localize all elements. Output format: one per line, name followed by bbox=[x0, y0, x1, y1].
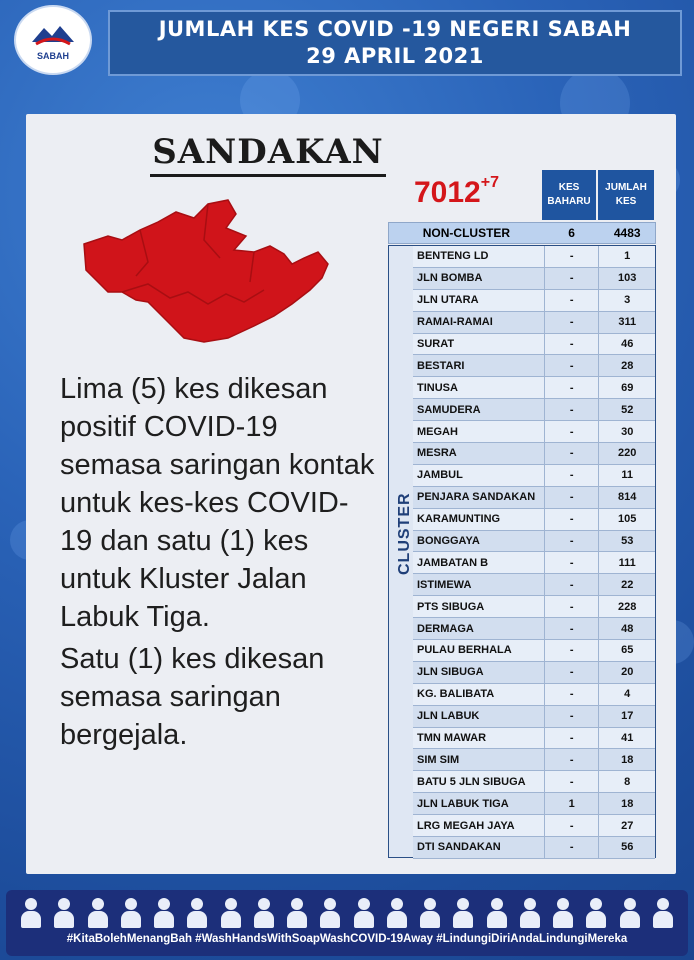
table-row bbox=[413, 771, 655, 793]
cluster-name-cell: JLN SIBUGA bbox=[417, 666, 484, 679]
cluster-total-cell: 18 bbox=[598, 793, 655, 814]
cluster-name-cell: JLN LABUK TIGA bbox=[417, 797, 509, 810]
table-row bbox=[413, 334, 655, 356]
main-panel bbox=[26, 114, 676, 874]
cluster-name-cell: RAMAI-RAMAI bbox=[417, 316, 493, 329]
cluster-name-cell: BESTARI bbox=[417, 359, 465, 372]
description-para2: Satu (1) kes dikesan semasa saringan bergejala. bbox=[60, 643, 325, 751]
sabah-logo bbox=[14, 5, 92, 75]
cluster-total-cell: 20 bbox=[598, 662, 655, 683]
cluster-new-cell: 1 bbox=[544, 793, 599, 814]
cluster-name-cell: KARAMUNTING bbox=[417, 513, 501, 526]
cluster-new-cell: - bbox=[544, 465, 599, 486]
cluster-table bbox=[388, 245, 656, 858]
cluster-new-cell: - bbox=[544, 837, 599, 858]
frontliner-icon bbox=[386, 896, 408, 928]
frontliner-icon bbox=[319, 896, 341, 928]
cluster-new-cell: - bbox=[544, 487, 599, 508]
table-row bbox=[413, 377, 655, 399]
table-row bbox=[413, 640, 655, 662]
total-cases-value: 7012 bbox=[414, 176, 481, 209]
sabah-emblem-icon bbox=[30, 20, 76, 50]
cluster-name-cell: TMN MAWAR bbox=[417, 732, 487, 745]
frontliner-icon bbox=[619, 896, 641, 928]
table-row bbox=[413, 355, 655, 377]
table-row bbox=[413, 509, 655, 531]
cluster-total-cell: 69 bbox=[598, 377, 655, 398]
table-row bbox=[413, 618, 655, 640]
cluster-name-cell: BONGGAYA bbox=[417, 535, 480, 548]
cluster-name-cell: SAMUDERA bbox=[417, 403, 481, 416]
table-row bbox=[413, 246, 655, 268]
cluster-total-cell: 52 bbox=[598, 399, 655, 420]
cluster-total-cell: 11 bbox=[598, 465, 655, 486]
cluster-total-cell: 46 bbox=[598, 334, 655, 355]
page-date: 29 APRIL 2021 bbox=[306, 44, 484, 68]
cluster-name-cell: ISTIMEWA bbox=[417, 578, 472, 591]
table-row bbox=[413, 487, 655, 509]
cluster-new-cell: - bbox=[544, 749, 599, 770]
cluster-total-cell: 103 bbox=[598, 268, 655, 289]
footer-banner bbox=[6, 890, 688, 956]
cluster-name-cell: BENTENG LD bbox=[417, 250, 489, 263]
table-row bbox=[413, 290, 655, 312]
frontliner-icon bbox=[120, 896, 142, 928]
cluster-total-cell: 17 bbox=[598, 706, 655, 727]
cluster-total-cell: 228 bbox=[598, 596, 655, 617]
cluster-new-cell: - bbox=[544, 246, 599, 267]
cluster-name-cell: PENJARA SANDAKAN bbox=[417, 491, 536, 504]
cluster-name-cell: JAMBUL bbox=[417, 469, 463, 482]
sandakan-map-icon bbox=[78, 192, 338, 352]
cluster-name-cell: JLN UTARA bbox=[417, 294, 479, 307]
cluster-total-cell: 814 bbox=[598, 487, 655, 508]
cluster-name-cell: DTI SANDAKAN bbox=[417, 841, 501, 854]
frontliner-icon bbox=[486, 896, 508, 928]
frontliner-icon bbox=[286, 896, 308, 928]
table-row bbox=[413, 531, 655, 553]
frontliner-icon bbox=[353, 896, 375, 928]
table-row bbox=[413, 465, 655, 487]
non-cluster-new: 6 bbox=[568, 226, 575, 240]
table-row bbox=[413, 312, 655, 334]
frontliner-icon bbox=[452, 896, 474, 928]
cluster-new-cell: - bbox=[544, 552, 599, 573]
table-row bbox=[413, 268, 655, 290]
cluster-name-cell: JLN BOMBA bbox=[417, 272, 483, 285]
header-new-cases: KES BAHARU bbox=[542, 170, 596, 220]
cluster-total-cell: 48 bbox=[598, 618, 655, 639]
logo-label: SABAH bbox=[36, 50, 69, 61]
non-cluster-total: 4483 bbox=[613, 226, 641, 240]
frontliner-icon bbox=[87, 896, 109, 928]
footer-hashtags: #KitaBolehMenangBah #WashHandsWithSoapWashCOVID-19Away #LindungiDiriAndaLindungiMereka bbox=[66, 933, 628, 945]
cluster-new-cell: - bbox=[544, 443, 599, 464]
cluster-total-cell: 28 bbox=[598, 355, 655, 376]
cluster-rows bbox=[413, 246, 655, 859]
total-cases-increment: +7 bbox=[480, 174, 499, 191]
frontliner-icon bbox=[652, 896, 674, 928]
cluster-new-cell: - bbox=[544, 684, 599, 705]
cluster-total-cell: 30 bbox=[598, 421, 655, 442]
cluster-total-cell: 18 bbox=[598, 749, 655, 770]
cluster-total-cell: 4 bbox=[598, 684, 655, 705]
cluster-name-cell: PULAU BERHALA bbox=[417, 644, 512, 657]
non-cluster-row bbox=[388, 222, 656, 244]
frontliner-icon bbox=[153, 896, 175, 928]
header-total-cases: JUMLAH KES bbox=[598, 170, 654, 220]
cluster-name-cell: JAMBATAN B bbox=[417, 556, 489, 569]
cluster-new-cell: - bbox=[544, 728, 599, 749]
table-row bbox=[413, 574, 655, 596]
cluster-total-cell: 27 bbox=[598, 815, 655, 836]
table-row bbox=[413, 684, 655, 706]
cluster-new-cell: - bbox=[544, 706, 599, 727]
frontliner-icon bbox=[53, 896, 75, 928]
cluster-total-cell: 53 bbox=[598, 531, 655, 552]
cluster-total-cell: 1 bbox=[598, 246, 655, 267]
cluster-name-cell: BATU 5 JLN SIBUGA bbox=[417, 775, 526, 788]
cluster-total-cell: 311 bbox=[598, 312, 655, 333]
cluster-new-cell: - bbox=[544, 662, 599, 683]
cluster-total-cell: 41 bbox=[598, 728, 655, 749]
frontliner-icon bbox=[519, 896, 541, 928]
cluster-new-cell: - bbox=[544, 268, 599, 289]
title-banner bbox=[108, 10, 682, 76]
cluster-new-cell: - bbox=[544, 421, 599, 442]
table-row bbox=[413, 443, 655, 465]
cluster-name-cell: JLN LABUK bbox=[417, 710, 480, 723]
total-cases bbox=[414, 176, 499, 210]
frontliner-icon bbox=[419, 896, 441, 928]
table-row bbox=[413, 596, 655, 618]
cluster-total-cell: 111 bbox=[598, 552, 655, 573]
non-cluster-name: NON-CLUSTER bbox=[422, 226, 511, 240]
page-title: JUMLAH KES COVID -19 NEGERI SABAH bbox=[158, 17, 632, 41]
cluster-new-cell: - bbox=[544, 334, 599, 355]
cluster-new-cell: - bbox=[544, 290, 599, 311]
description bbox=[60, 370, 380, 758]
cluster-name-cell: LRG MEGAH JAYA bbox=[417, 819, 515, 832]
cluster-new-cell: - bbox=[544, 399, 599, 420]
cluster-total-cell: 22 bbox=[598, 574, 655, 595]
cluster-new-cell: - bbox=[544, 531, 599, 552]
table-row bbox=[413, 837, 655, 859]
cluster-total-cell: 8 bbox=[598, 771, 655, 792]
cluster-name-cell: MEGAH bbox=[417, 425, 458, 438]
cluster-new-cell: - bbox=[544, 618, 599, 639]
district-title bbox=[26, 132, 510, 172]
table-row bbox=[413, 552, 655, 574]
cluster-total-cell: 56 bbox=[598, 837, 655, 858]
cluster-new-cell: - bbox=[544, 815, 599, 836]
cluster-label: CLUSTER bbox=[396, 492, 413, 575]
frontliner-icon bbox=[552, 896, 574, 928]
cluster-name-cell: DERMAGA bbox=[417, 622, 474, 635]
cluster-name-cell: PTS SIBUGA bbox=[417, 600, 485, 613]
table-row bbox=[413, 793, 655, 815]
cluster-name-cell: TINUSA bbox=[417, 381, 458, 394]
cluster-new-cell: - bbox=[544, 355, 599, 376]
frontliner-icon bbox=[585, 896, 607, 928]
cluster-name-cell: KG. BALIBATA bbox=[417, 688, 495, 701]
cluster-new-cell: - bbox=[544, 640, 599, 661]
cluster-total-cell: 3 bbox=[598, 290, 655, 311]
frontliner-icon bbox=[253, 896, 275, 928]
table-row bbox=[413, 728, 655, 750]
description-para1: Lima (5) kes dikesan positif COVID-19 semasa saringan kontak untuk kes-kes COVID-19 dan satu (1) kes untuk Kluster Jalan Labuk Tiga. bbox=[60, 373, 375, 633]
cluster-total-cell: 65 bbox=[598, 640, 655, 661]
cluster-name-cell: SURAT bbox=[417, 338, 455, 350]
cluster-new-cell: - bbox=[544, 596, 599, 617]
cluster-new-cell: - bbox=[544, 377, 599, 398]
frontliner-icon bbox=[220, 896, 242, 928]
cluster-name-cell: SIM SIM bbox=[417, 753, 460, 766]
cluster-total-cell: 105 bbox=[598, 509, 655, 530]
table-row bbox=[413, 706, 655, 728]
district-name: SANDAKAN bbox=[150, 132, 386, 177]
frontliner-icon bbox=[20, 896, 42, 928]
table-row bbox=[413, 399, 655, 421]
cluster-new-cell: - bbox=[544, 509, 599, 530]
cluster-total-cell: 220 bbox=[598, 443, 655, 464]
cluster-new-cell: - bbox=[544, 312, 599, 333]
cluster-new-cell: - bbox=[544, 574, 599, 595]
frontliner-icons bbox=[20, 896, 674, 930]
table-row bbox=[413, 662, 655, 684]
table-row bbox=[413, 815, 655, 837]
table-row bbox=[413, 749, 655, 771]
cluster-new-cell: - bbox=[544, 771, 599, 792]
cluster-name-cell: MESRA bbox=[417, 447, 457, 460]
table-row bbox=[413, 421, 655, 443]
frontliner-icon bbox=[186, 896, 208, 928]
